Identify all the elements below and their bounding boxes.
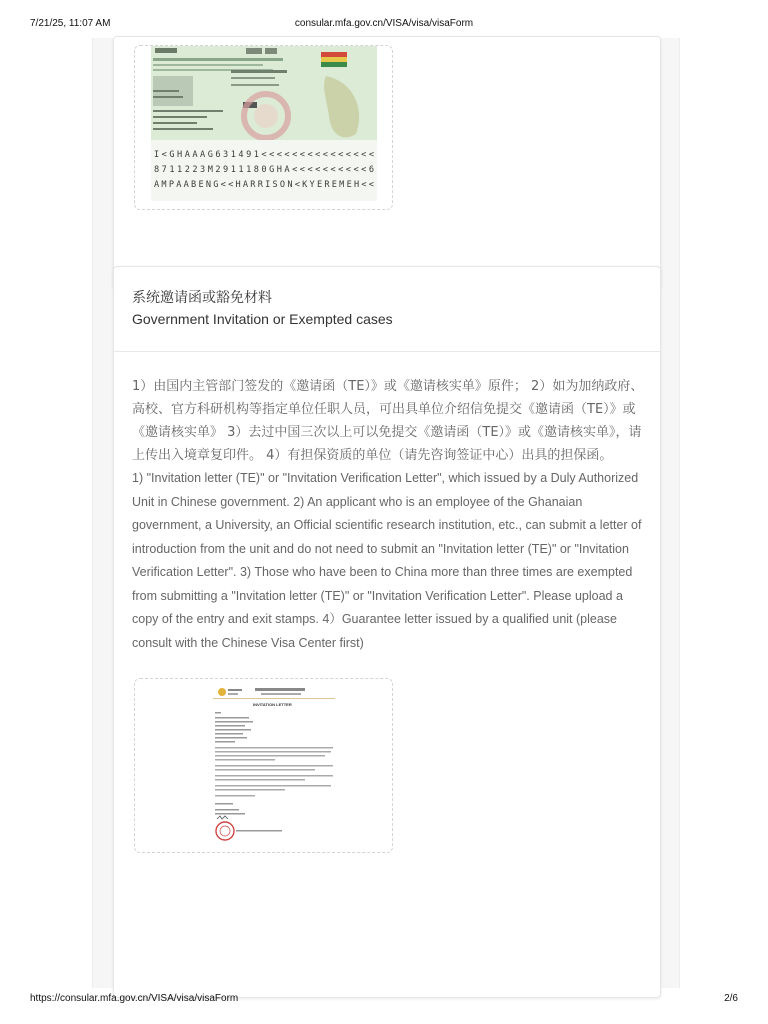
invitation-letter-thumbnail[interactable]	[213, 685, 335, 845]
invitation-card	[113, 266, 661, 998]
print-datetime: 7/21/25, 11:07 AM	[30, 18, 111, 29]
id-document-upload[interactable]	[134, 45, 393, 210]
company-logo-icon	[218, 688, 226, 696]
print-footer	[0, 993, 768, 1013]
invitation-description	[132, 375, 644, 655]
invitation-description-cn: 1）由国内主管部门签发的《邀请函（TE）》或《邀请核实单》原件； 2）如为加纳政府、高校、官方科研机构等指定单位任职人员，可出具单位介绍信免提交《邀请函（TE）》或《邀请核实单》 3）去过中国三次以上可以免提交《邀请函（TE）》或《邀请核实单》，请上传出入境章复印件。 4）有担保资质的单位（请先咨询签证中心）出具的担保函。	[132, 379, 644, 463]
form-page	[92, 38, 680, 988]
id-card-thumbnail[interactable]	[151, 46, 377, 201]
print-page-number: 2/6	[724, 993, 738, 1004]
mrz-line-2: 8711223M2911180GHA<<<<<<<<<<6	[154, 165, 374, 175]
print-header	[0, 18, 768, 38]
invitation-description-en: 1) "Invitation letter (TE)" or "Invitation Verification Letter", which issued by a Duly Authorized Unit in Chinese government. 2) An applicant who is an employee of the Ghanaian government, a University, an Official scientific research institution, etc., can submit a letter of introduction from the unit and do not need to submit an "Invitation letter (TE)" or "Invitation Verification Letter". 3) Those who have been to China more than three times are exempted from submitting a "Invitation letter (TE)" or "Invitation Verification Letter". Please upload a copy of the entry and exit stamps. 4）Guarantee letter issued by a qualified unit (please consult with the Chinese Visa Center first)	[132, 471, 642, 650]
invitation-title-en: Government Invitation or Exempted cases	[132, 311, 393, 327]
invitation-letter-upload[interactable]	[134, 678, 393, 853]
id-document-card	[113, 36, 661, 290]
mrz-line-1: I<GHAAAG631491<<<<<<<<<<<<<<<	[154, 150, 374, 160]
mrz-line-3: AMPAABENG<<HARRISON<KYEREMEH<<	[154, 180, 374, 190]
letter-heading: INVITATION LETTER	[253, 702, 292, 707]
print-page-url: consular.mfa.gov.cn/VISA/visa/visaForm	[294, 18, 474, 29]
invitation-card-header	[114, 267, 660, 352]
invitation-title-cn: 系统邀请函或豁免材料	[132, 289, 272, 305]
print-footer-url: https://consular.mfa.gov.cn/VISA/visa/visaForm	[30, 993, 239, 1004]
